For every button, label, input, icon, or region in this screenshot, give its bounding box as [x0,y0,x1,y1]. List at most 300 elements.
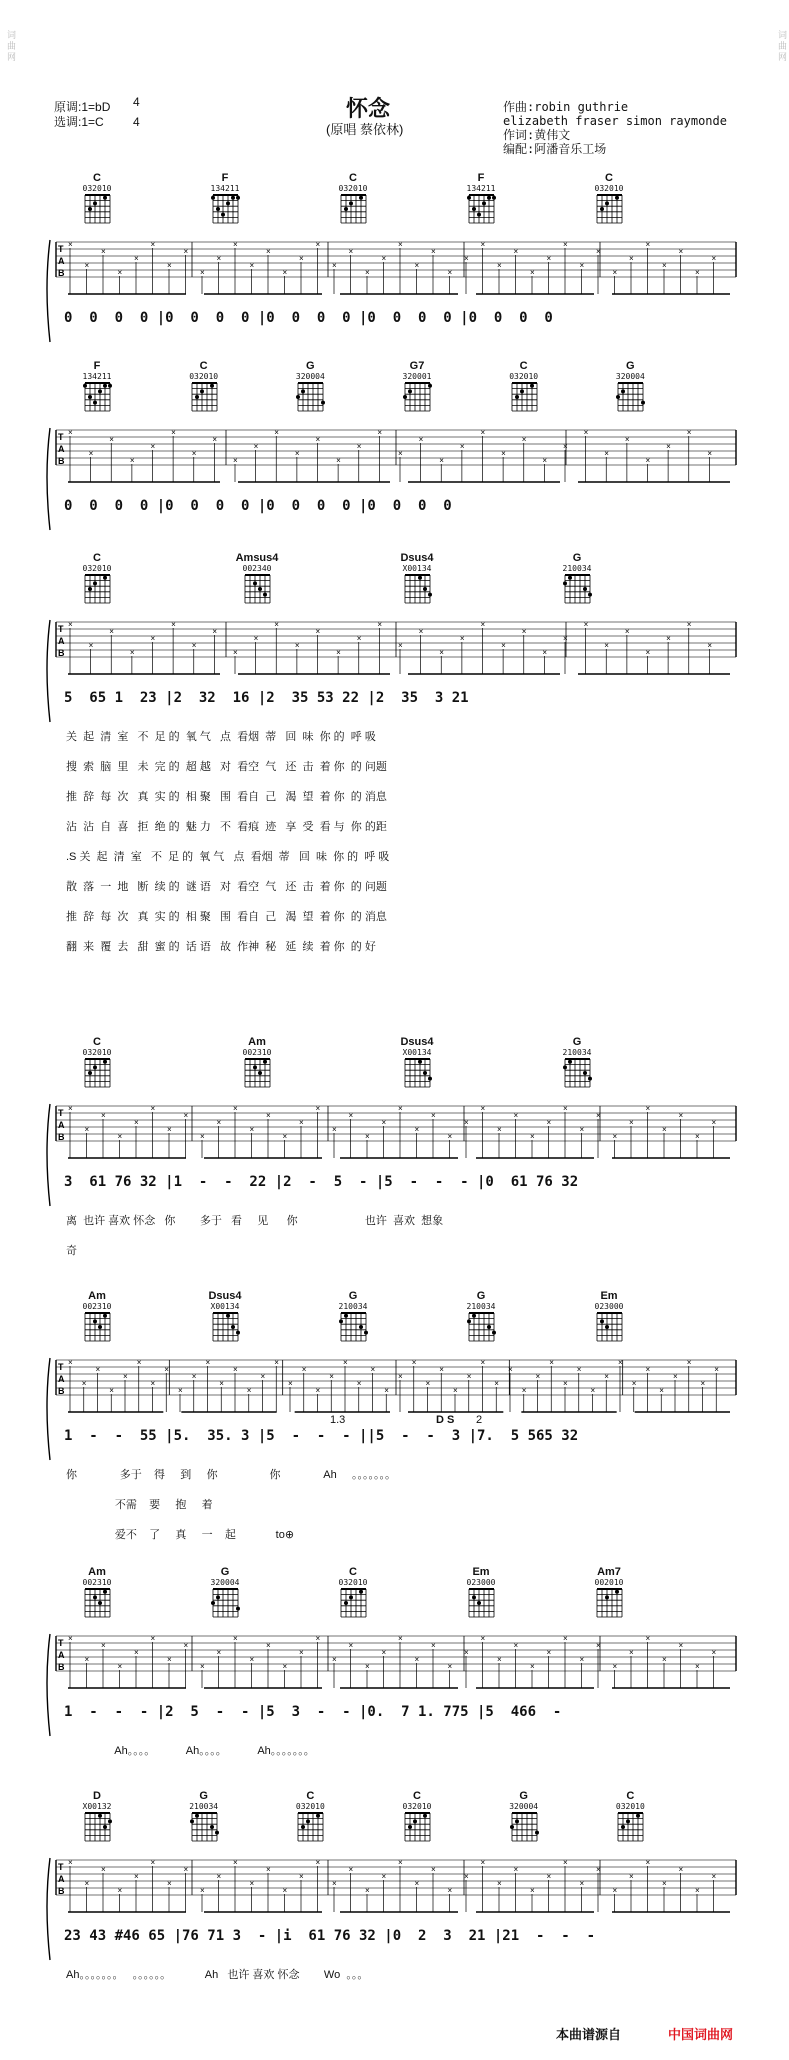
chord-name: G [626,360,635,372]
svg-text:×: × [253,442,259,451]
chord-name: G [306,360,315,372]
tab-clef-letter: T [58,244,64,254]
lyric-line: 沾 沾 自 喜 拒 绝 的 魅 力 不 看痕 迹 享 受 看 与 你 的距 [66,821,387,833]
tab-clef-letter: A [58,636,65,646]
svg-text:×: × [294,641,300,650]
lyric-line: 奇 [66,1245,77,1257]
svg-text:×: × [117,268,123,277]
svg-text:×: × [299,1648,304,1657]
chord-grid-icon [402,573,432,605]
svg-text:×: × [274,620,279,629]
svg-text:×: × [453,1386,458,1395]
chord-name: Amsus4 [235,552,279,564]
svg-text:×: × [336,648,341,657]
svg-text:×: × [233,1634,238,1643]
chord-diagram [456,1566,506,1619]
jianpu-notation: 1 - - 55 |5. 35. 3 |5 - - - ||5 - - 3 |7. 5 565 32 [64,1428,579,1444]
lyric-line: .S 关 起 清 室 不 足 的 氧 气 点 看烟 蒂 回 味 你 的 呼 吸 [66,851,390,863]
svg-text:×: × [167,261,172,270]
credit-line: 作曲:robin guthrie [503,100,629,114]
svg-text:×: × [431,1865,436,1874]
svg-text:×: × [629,1648,634,1657]
chord-grid-icon [466,1311,496,1343]
svg-text:×: × [315,1104,321,1113]
song-title: 怀念 [346,96,391,121]
svg-text:×: × [365,1132,370,1141]
chord-diagram [72,172,122,225]
svg-text:×: × [150,1858,156,1867]
chord-grid-icon [210,1311,240,1343]
svg-text:×: × [497,1655,502,1664]
tab-clef-letter: T [58,432,64,442]
chord-diagram [179,360,229,413]
svg-text:×: × [678,1111,684,1120]
svg-text:×: × [348,247,354,256]
chord-diagram [72,1566,122,1619]
chord-name: Em [472,1566,490,1578]
svg-text:×: × [381,1648,387,1657]
chord-fingering: 032010 [82,1048,112,1057]
chord-diagram [285,360,335,413]
chord-fingering: 002310 [82,1578,112,1587]
svg-text:×: × [315,1386,321,1395]
svg-text:×: × [542,648,548,657]
chord-name: Am [248,1036,266,1048]
svg-text:×: × [546,1648,552,1657]
svg-text:×: × [624,435,630,444]
chord-name: Em [600,1290,618,1302]
score-system [0,1036,789,1257]
tab-clef-letter: T [58,1108,64,1118]
svg-text:×: × [205,1358,211,1367]
tab-staff [0,232,789,352]
chord-name: G [348,1290,358,1302]
svg-text:×: × [673,1372,678,1381]
svg-text:×: × [200,1132,205,1141]
svg-text:×: × [150,240,156,249]
chord-diagram [200,172,250,225]
chord-fingering: 032010 [402,1802,432,1811]
chord-name: C [626,1790,635,1802]
svg-text:×: × [398,1634,403,1643]
chord-grid-icon [189,381,219,413]
chord-grid-icon [82,1311,112,1343]
svg-text:×: × [377,620,383,629]
svg-text:×: × [466,1372,472,1381]
tab-clef-letter: T [58,624,64,634]
svg-text:×: × [629,1118,634,1127]
svg-text:×: × [678,247,684,256]
svg-text:×: × [398,641,403,650]
chord-diagram [552,552,602,605]
svg-text:×: × [249,1125,255,1134]
tab-clef-letter: B [58,1886,65,1896]
chord-grid-icon [338,1311,368,1343]
svg-text:×: × [274,1358,279,1367]
chord-grid-icon [615,1811,645,1843]
svg-text:×: × [150,1104,156,1113]
svg-text:×: × [109,627,114,636]
svg-text:×: × [513,1865,519,1874]
svg-text:×: × [95,1365,101,1374]
chord-grid-icon [82,1057,112,1089]
svg-text:×: × [216,1872,222,1881]
svg-text:×: × [497,261,502,270]
svg-text:×: × [464,1648,469,1657]
svg-text:×: × [530,268,535,277]
svg-text:×: × [84,1655,90,1664]
svg-text:×: × [604,641,609,650]
chord-fingering: 134211 [82,372,112,381]
svg-text:×: × [117,1886,123,1895]
chord-name: C [349,1566,357,1578]
chord-fingering: 023000 [466,1578,496,1587]
chord-diagram [232,1036,282,1089]
chord-diagram [392,360,442,413]
chord-grid-icon [82,1811,112,1843]
svg-text:×: × [678,1641,684,1650]
svg-text:×: × [88,641,94,650]
score-system [0,172,789,352]
chord-name: Dsus4 [400,552,434,564]
svg-text:×: × [216,254,222,263]
svg-text:×: × [624,627,630,636]
lyric-line: 离 也许 喜欢 怀念 你 多于 看 见 你 也许 喜欢 想象 [66,1215,444,1227]
svg-text:×: × [348,1865,354,1874]
svg-text:×: × [150,634,156,643]
chord-fingering: 032010 [338,1578,368,1587]
chord-grid-icon [189,1811,219,1843]
chord-name: C [349,172,357,184]
tab-clef-letter: T [58,1862,64,1872]
svg-text:×: × [662,261,667,270]
svg-text:×: × [266,1865,271,1874]
svg-text:×: × [666,634,671,643]
svg-text:×: × [494,1379,499,1388]
svg-text:×: × [84,261,90,270]
chord-diagram [392,1790,442,1843]
svg-text:×: × [212,627,218,636]
svg-text:×: × [563,1634,568,1643]
svg-text:×: × [480,240,486,249]
svg-text:×: × [129,648,135,657]
svg-text:×: × [612,1886,618,1895]
svg-text:×: × [68,620,73,629]
svg-text:×: × [480,620,486,629]
svg-text:×: × [183,1641,189,1650]
svg-text:×: × [563,634,568,643]
svg-text:×: × [117,1662,123,1671]
svg-text:×: × [101,1111,106,1120]
svg-text:×: × [542,456,548,465]
svg-text:×: × [686,620,692,629]
chord-diagram [392,1036,442,1089]
chord-name: C [306,1790,315,1802]
lyric-line: 翻 来 覆 去 甜 蜜 的 话 语 故 作神 秘 延 续 着 你 的 好 [66,941,376,953]
svg-text:×: × [136,1358,142,1367]
chord-name: C [93,552,101,564]
svg-text:×: × [447,268,453,277]
svg-text:×: × [459,634,465,643]
score-system [0,552,789,953]
svg-text:×: × [604,449,609,458]
svg-text:×: × [260,1372,266,1381]
chord-fingering: 320004 [615,372,645,381]
svg-text:×: × [191,641,197,650]
lyric-line: 推 辞 每 次 真 实 的 相 聚 围 看自 己 渴 望 着 你 的 消息 [66,911,387,923]
volta-bracket-2: 2 [476,1414,483,1426]
svg-text:×: × [590,1386,596,1395]
chord-fingering: X00134 [402,1048,432,1057]
chord-diagram [392,552,442,605]
svg-text:×: × [253,634,259,643]
chord-grid-icon [82,1587,112,1619]
svg-text:×: × [513,247,519,256]
svg-text:×: × [134,1872,139,1881]
watermark-left: 词曲网 [6,30,16,63]
svg-text:×: × [84,1125,90,1134]
svg-text:×: × [418,435,424,444]
chord-fingering: 032010 [594,184,624,193]
svg-text:×: × [480,1634,486,1643]
chord-fingering: 002310 [82,1302,112,1311]
chord-diagram [72,1790,122,1843]
svg-text:×: × [200,1662,205,1671]
svg-text:×: × [579,261,585,270]
chord-grid-icon [562,573,592,605]
svg-text:×: × [343,1358,348,1367]
svg-text:×: × [612,1662,618,1671]
svg-text:×: × [629,254,634,263]
site-name: 中国词曲网 [668,2027,734,2042]
chord-grid-icon [594,1587,624,1619]
svg-text:×: × [68,1634,73,1643]
svg-text:×: × [447,1662,453,1671]
svg-text:×: × [596,1865,601,1874]
svg-text:×: × [299,1872,304,1881]
svg-text:×: × [530,1886,535,1895]
chord-name: G [199,1790,208,1802]
chord-diagram [72,360,122,413]
tab-clef-letter: T [58,1362,64,1372]
svg-text:×: × [530,1132,535,1141]
svg-text:×: × [384,1386,389,1395]
jianpu-notation: 5 65 1 23 |2 32 16 |2 35 53 22 |2 35 3 21 [64,690,469,706]
chord-fingering: 134211 [466,184,496,193]
svg-text:×: × [431,1111,436,1120]
chord-grid-icon [210,1587,240,1619]
svg-text:×: × [480,1358,486,1367]
svg-text:×: × [631,1379,637,1388]
svg-text:×: × [315,1858,321,1867]
svg-text:×: × [398,1104,403,1113]
svg-text:×: × [411,1358,417,1367]
svg-text:×: × [329,1372,334,1381]
svg-text:×: × [508,1365,513,1374]
svg-text:×: × [431,1641,436,1650]
svg-text:×: × [686,428,692,437]
svg-text:×: × [535,1372,541,1381]
svg-text:×: × [294,449,300,458]
svg-text:×: × [521,627,527,636]
svg-text:×: × [200,1886,205,1895]
svg-text:×: × [365,1886,370,1895]
chord-diagram [328,1290,378,1343]
svg-text:×: × [398,240,403,249]
chord-name: G [476,1290,486,1302]
svg-text:×: × [233,1104,238,1113]
svg-text:×: × [216,1118,222,1127]
svg-text:×: × [134,254,139,263]
chord-fingering: 320004 [210,1578,240,1587]
svg-text:×: × [645,240,651,249]
svg-text:×: × [117,1132,123,1141]
segno-sign: D S [436,1414,455,1426]
svg-text:×: × [425,1379,431,1388]
score-system [0,1790,789,1981]
lyric-line: Ah。。。。 Ah。。。。 Ah。。。。。。。 [66,1745,315,1757]
svg-text:×: × [645,1104,651,1113]
svg-text:×: × [109,435,114,444]
svg-text:×: × [398,449,403,458]
svg-text:×: × [68,1104,73,1113]
svg-text:×: × [266,1111,271,1120]
svg-text:×: × [459,442,465,451]
svg-text:×: × [439,1365,444,1374]
svg-text:×: × [134,1648,139,1657]
svg-text:×: × [183,247,189,256]
svg-text:×: × [714,1365,719,1374]
lyric-line: 推 辞 每 次 真 实 的 相 聚 围 看自 己 渴 望 着 你 的 消息 [66,791,387,803]
svg-text:×: × [662,1655,667,1664]
chord-diagram [605,1790,655,1843]
svg-text:×: × [563,442,568,451]
svg-text:×: × [563,1379,568,1388]
svg-text:×: × [513,1111,519,1120]
chord-diagram [179,1790,229,1843]
svg-text:×: × [583,620,589,629]
svg-text:×: × [299,1118,304,1127]
svg-text:×: × [381,254,387,263]
chord-grid-icon [594,1311,624,1343]
credit-line: 编配:阿潘音乐工场 [503,142,607,156]
svg-text:×: × [513,1641,519,1650]
chord-name: G7 [409,360,425,372]
chord-fingering: 134211 [210,184,240,193]
lyric-line: 关 起 清 室 不 足 的 氧 气 点 看烟 蒂 回 味 你 的 呼 吸 [66,731,376,743]
svg-text:×: × [695,268,700,277]
svg-text:×: × [129,456,135,465]
svg-text:×: × [233,456,238,465]
svg-text:×: × [332,1655,337,1664]
chord-fingering: 002340 [242,564,272,573]
svg-text:×: × [659,1386,664,1395]
svg-text:×: × [150,1379,156,1388]
svg-text:×: × [398,1858,403,1867]
svg-text:×: × [266,247,271,256]
svg-text:×: × [480,1104,486,1113]
svg-text:×: × [431,247,436,256]
chord-fingering: 320001 [402,372,432,381]
chord-diagram [499,360,549,413]
chord-name: G [572,552,582,564]
chord-name: C [519,360,528,372]
svg-text:×: × [233,1365,238,1374]
svg-text:×: × [282,1886,288,1895]
lyric-line: 散 落 一 地 断 续 的 谜 语 对 看空 气 还 击 着 你 的 问题 [66,881,387,893]
svg-text:×: × [288,1379,293,1388]
credit-line: 作词:黄伟文 [503,128,571,142]
svg-text:×: × [662,1879,667,1888]
lyric-line: 你 多于 得 到 你 你 Ah 。。。。。。。 [66,1469,397,1481]
chord-fingering: 210034 [562,564,592,573]
chord-name: D [93,1790,101,1802]
svg-text:×: × [178,1386,183,1395]
tab-staff [0,1096,789,1216]
chord-fingering: X00134 [402,564,432,573]
svg-text:×: × [274,428,279,437]
chord-name: C [93,172,101,184]
chord-grid-icon [82,381,112,413]
tab-clef-letter: B [58,268,65,278]
svg-text:×: × [501,449,506,458]
svg-text:×: × [68,240,73,249]
svg-text:×: × [711,254,717,263]
chord-fingering: 002010 [594,1578,624,1587]
chord-fingering: 210034 [338,1302,368,1311]
svg-text:×: × [700,1379,706,1388]
svg-text:×: × [167,1125,172,1134]
chord-name: G [519,1790,528,1802]
jianpu-notation: 0 0 0 0 |0 0 0 0 |0 0 0 0 |0 0 0 0 [64,498,452,514]
svg-text:×: × [315,435,321,444]
time-signature-bottom: 4 [133,115,140,129]
svg-text:×: × [530,1662,535,1671]
svg-text:×: × [134,1118,139,1127]
chord-grid-icon [466,1587,496,1619]
chord-name: Dsus4 [208,1290,242,1302]
tab-clef-letter: T [58,1638,64,1648]
chord-grid-icon [509,1811,539,1843]
chord-diagram [72,1290,122,1343]
svg-text:×: × [707,449,713,458]
tab-staff [0,1626,789,1746]
svg-text:×: × [418,627,424,636]
chord-grid-icon [210,193,240,225]
lyric-line: Ah。。。。。。。 。。。。。。 Ah 也许 喜欢 怀念 Wo 。。。 [66,1969,369,1981]
svg-text:×: × [546,254,552,263]
chord-grid-icon [242,573,272,605]
svg-text:×: × [464,1118,469,1127]
svg-text:×: × [398,1372,403,1381]
svg-text:×: × [711,1648,717,1657]
svg-text:×: × [315,240,321,249]
svg-text:×: × [246,1386,252,1395]
chord-diagram [328,1566,378,1619]
lyric-line: 搜 索 脑 里 未 完 的 超 越 对 看空 气 还 击 着 你 的 问题 [66,761,387,773]
svg-text:×: × [365,268,370,277]
svg-text:×: × [299,254,304,263]
svg-text:×: × [497,1125,502,1134]
svg-text:×: × [579,1125,585,1134]
chord-name: F [477,172,485,184]
svg-text:×: × [447,1886,453,1895]
svg-text:×: × [645,1858,651,1867]
tab-clef-letter: B [58,1662,65,1672]
credit-line: elizabeth fraser simon raymonde [503,114,727,128]
svg-text:×: × [480,428,486,437]
svg-text:×: × [233,1858,238,1867]
